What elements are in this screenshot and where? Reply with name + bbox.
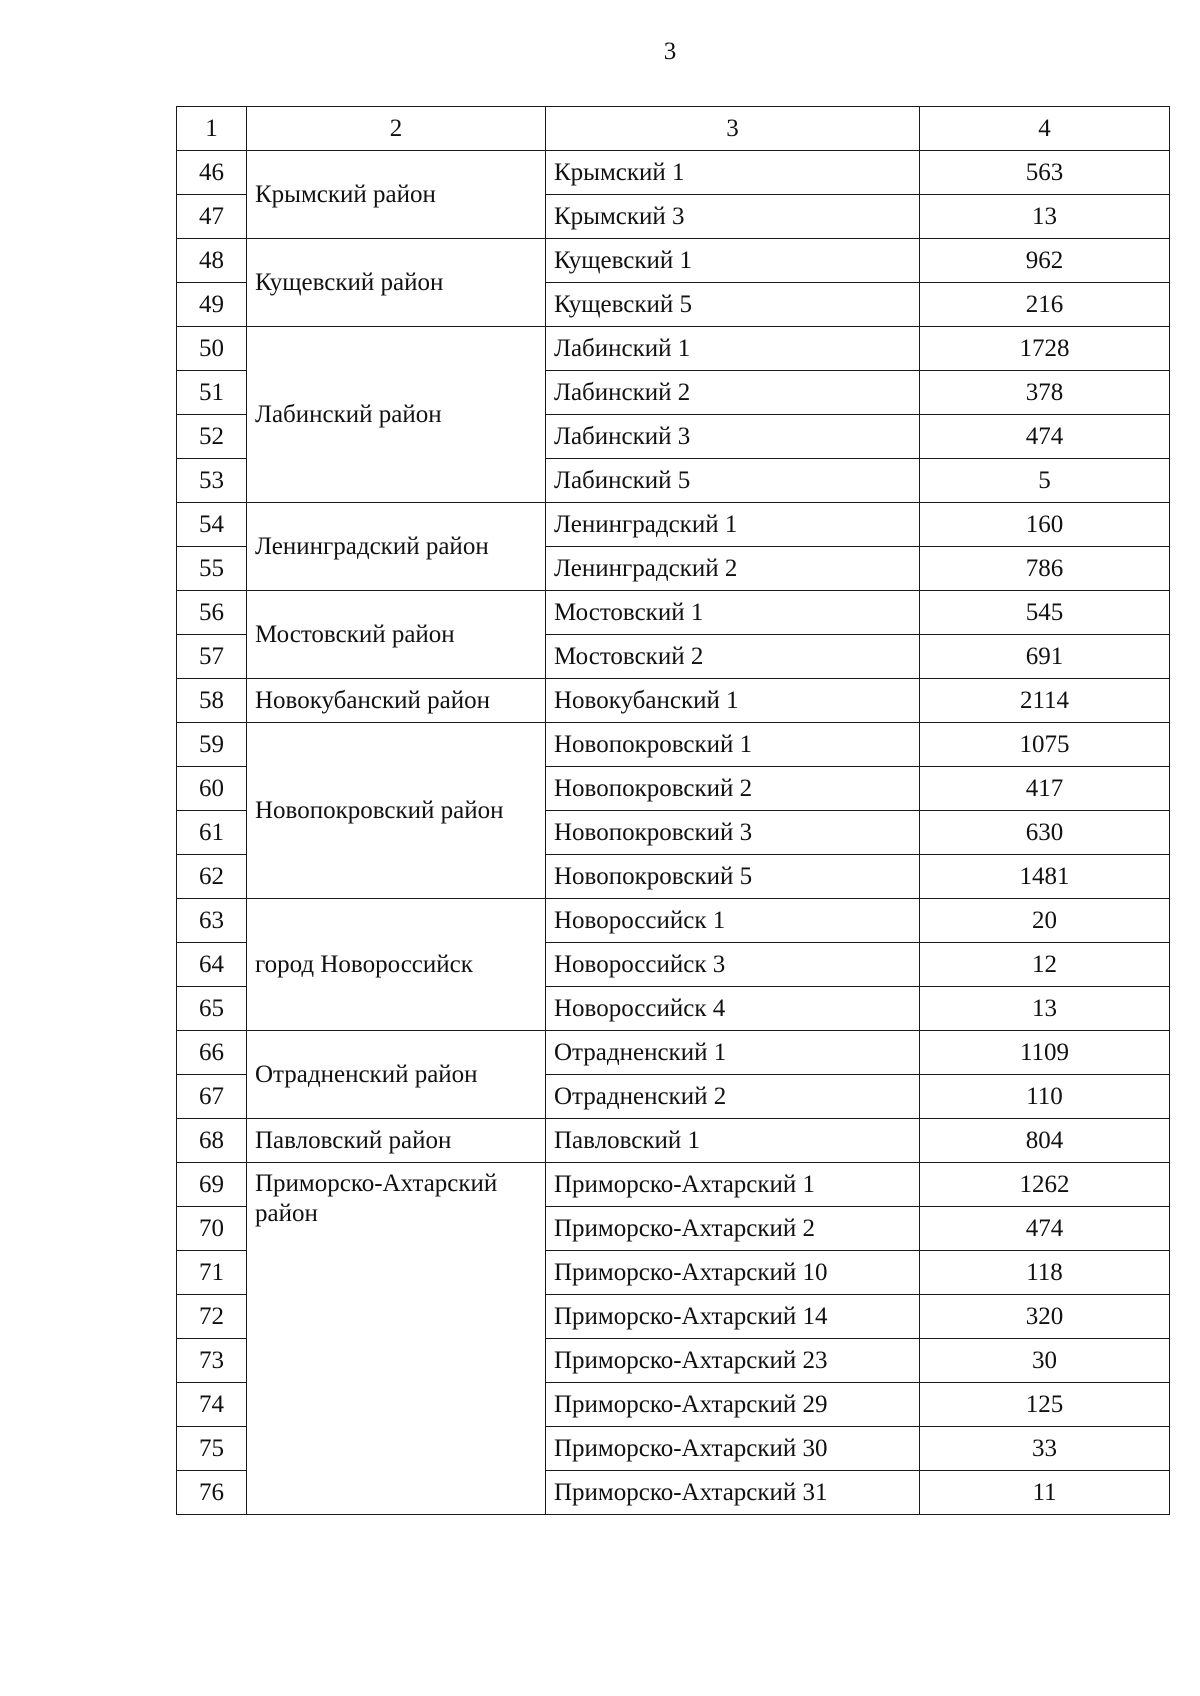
table-row: [177, 503, 1170, 547]
header-cell-2: 2: [247, 107, 546, 151]
value-cell: 1075: [920, 723, 1170, 767]
station-name-cell: Новороссийск 3: [546, 943, 920, 987]
station-name-cell: Новокубанский 1: [546, 679, 920, 723]
value-cell: 474: [920, 415, 1170, 459]
row-number-cell: 74: [177, 1383, 247, 1427]
value-cell: 786: [920, 547, 1170, 591]
station-name-cell: Лабинский 5: [546, 459, 920, 503]
value-cell: 691: [920, 635, 1170, 679]
value-cell: 20: [920, 899, 1170, 943]
station-name-cell: Кущевский 1: [546, 239, 920, 283]
row-number-cell: 58: [177, 679, 247, 723]
station-name-cell: Лабинский 3: [546, 415, 920, 459]
row-number-cell: 52: [177, 415, 247, 459]
row-number-cell: 53: [177, 459, 247, 503]
table-row: [177, 239, 1170, 283]
district-cell: Новокубанский район: [247, 679, 546, 723]
table-row: [177, 723, 1170, 767]
value-cell: 125: [920, 1383, 1170, 1427]
row-number-cell: 63: [177, 899, 247, 943]
row-number-cell: 69: [177, 1163, 247, 1207]
station-name-cell: Лабинский 1: [546, 327, 920, 371]
station-name-cell: Приморско-Ахтарский 1: [546, 1163, 920, 1207]
row-number-cell: 65: [177, 987, 247, 1031]
table-row: [177, 1031, 1170, 1075]
district-cell: Ленинградский район: [247, 503, 546, 591]
row-number-cell: 68: [177, 1119, 247, 1163]
station-name-cell: Отрадненский 1: [546, 1031, 920, 1075]
value-cell: 118: [920, 1251, 1170, 1295]
value-cell: 11: [920, 1471, 1170, 1515]
row-number-cell: 47: [177, 195, 247, 239]
table-row: [177, 1163, 1170, 1207]
row-number-cell: 56: [177, 591, 247, 635]
row-number-cell: 57: [177, 635, 247, 679]
value-cell: 13: [920, 987, 1170, 1031]
value-cell: 12: [920, 943, 1170, 987]
station-name-cell: Мостовский 1: [546, 591, 920, 635]
row-number-cell: 62: [177, 855, 247, 899]
value-cell: 1262: [920, 1163, 1170, 1207]
value-cell: 30: [920, 1339, 1170, 1383]
row-number-cell: 54: [177, 503, 247, 547]
district-cell: Мостовский район: [247, 591, 546, 679]
header-cell-1: 1: [177, 107, 247, 151]
row-number-cell: 72: [177, 1295, 247, 1339]
value-cell: 563: [920, 151, 1170, 195]
table-row: [177, 899, 1170, 943]
row-number-cell: 55: [177, 547, 247, 591]
station-name-cell: Лабинский 2: [546, 371, 920, 415]
district-cell: город Новороссийск: [247, 899, 546, 1031]
value-cell: 417: [920, 767, 1170, 811]
row-number-cell: 48: [177, 239, 247, 283]
value-cell: 630: [920, 811, 1170, 855]
station-name-cell: Кущевский 5: [546, 283, 920, 327]
station-name-cell: Новороссийск 1: [546, 899, 920, 943]
value-cell: 320: [920, 1295, 1170, 1339]
row-number-cell: 61: [177, 811, 247, 855]
value-cell: 2114: [920, 679, 1170, 723]
row-number-cell: 76: [177, 1471, 247, 1515]
row-number-cell: 64: [177, 943, 247, 987]
station-name-cell: Новопокровский 5: [546, 855, 920, 899]
value-cell: 804: [920, 1119, 1170, 1163]
station-name-cell: Ленинградский 1: [546, 503, 920, 547]
station-name-cell: Новопокровский 2: [546, 767, 920, 811]
header-cell-3: 3: [546, 107, 920, 151]
row-number-cell: 59: [177, 723, 247, 767]
row-number-cell: 66: [177, 1031, 247, 1075]
district-cell: Отрадненский район: [247, 1031, 546, 1119]
station-name-cell: Приморско-Ахтарский 30: [546, 1427, 920, 1471]
row-number-cell: 50: [177, 327, 247, 371]
station-name-cell: Приморско-Ахтарский 10: [546, 1251, 920, 1295]
row-number-cell: 75: [177, 1427, 247, 1471]
station-name-cell: Приморско-Ахтарский 23: [546, 1339, 920, 1383]
row-number-cell: 49: [177, 283, 247, 327]
district-cell: Кущевский район: [247, 239, 546, 327]
station-name-cell: Новопокровский 1: [546, 723, 920, 767]
value-cell: 33: [920, 1427, 1170, 1471]
station-name-cell: Приморско-Ахтарский 31: [546, 1471, 920, 1515]
district-cell: Крымский район: [247, 151, 546, 239]
station-name-cell: Новопокровский 3: [546, 811, 920, 855]
value-cell: 1109: [920, 1031, 1170, 1075]
value-cell: 5: [920, 459, 1170, 503]
row-number-cell: 73: [177, 1339, 247, 1383]
table-row: [177, 327, 1170, 371]
page-number: 3: [663, 38, 677, 65]
row-number-cell: 46: [177, 151, 247, 195]
station-name-cell: Ленинградский 2: [546, 547, 920, 591]
value-cell: 545: [920, 591, 1170, 635]
table-header-row: [177, 107, 1170, 151]
row-number-cell: 70: [177, 1207, 247, 1251]
district-cell: Павловский район: [247, 1119, 546, 1163]
district-cell: Приморско-Ахтарский район: [247, 1163, 546, 1515]
value-cell: 160: [920, 503, 1170, 547]
station-name-cell: Приморско-Ахтарский 29: [546, 1383, 920, 1427]
station-name-cell: Отрадненский 2: [546, 1075, 920, 1119]
table-row: [177, 591, 1170, 635]
table-body: [177, 107, 1170, 1515]
value-cell: 1728: [920, 327, 1170, 371]
station-name-cell: Приморско-Ахтарский 14: [546, 1295, 920, 1339]
row-number-cell: 51: [177, 371, 247, 415]
value-cell: 962: [920, 239, 1170, 283]
row-number-cell: 67: [177, 1075, 247, 1119]
district-cell: Новопокровский район: [247, 723, 546, 899]
value-cell: 378: [920, 371, 1170, 415]
station-name-cell: Новороссийск 4: [546, 987, 920, 1031]
value-cell: 1481: [920, 855, 1170, 899]
station-name-cell: Мостовский 2: [546, 635, 920, 679]
station-name-cell: Приморско-Ахтарский 2: [546, 1207, 920, 1251]
header-cell-4: 4: [920, 107, 1170, 151]
station-name-cell: Крымский 1: [546, 151, 920, 195]
station-name-cell: Павловский 1: [546, 1119, 920, 1163]
table-row: [177, 151, 1170, 195]
value-cell: 216: [920, 283, 1170, 327]
table-row: [177, 1119, 1170, 1163]
station-name-cell: Крымский 3: [546, 195, 920, 239]
value-cell: 474: [920, 1207, 1170, 1251]
table-row: [177, 679, 1170, 723]
row-number-cell: 71: [177, 1251, 247, 1295]
district-cell: Лабинский район: [247, 327, 546, 503]
district-table: [176, 106, 1170, 1515]
value-cell: 13: [920, 195, 1170, 239]
row-number-cell: 60: [177, 767, 247, 811]
value-cell: 110: [920, 1075, 1170, 1119]
